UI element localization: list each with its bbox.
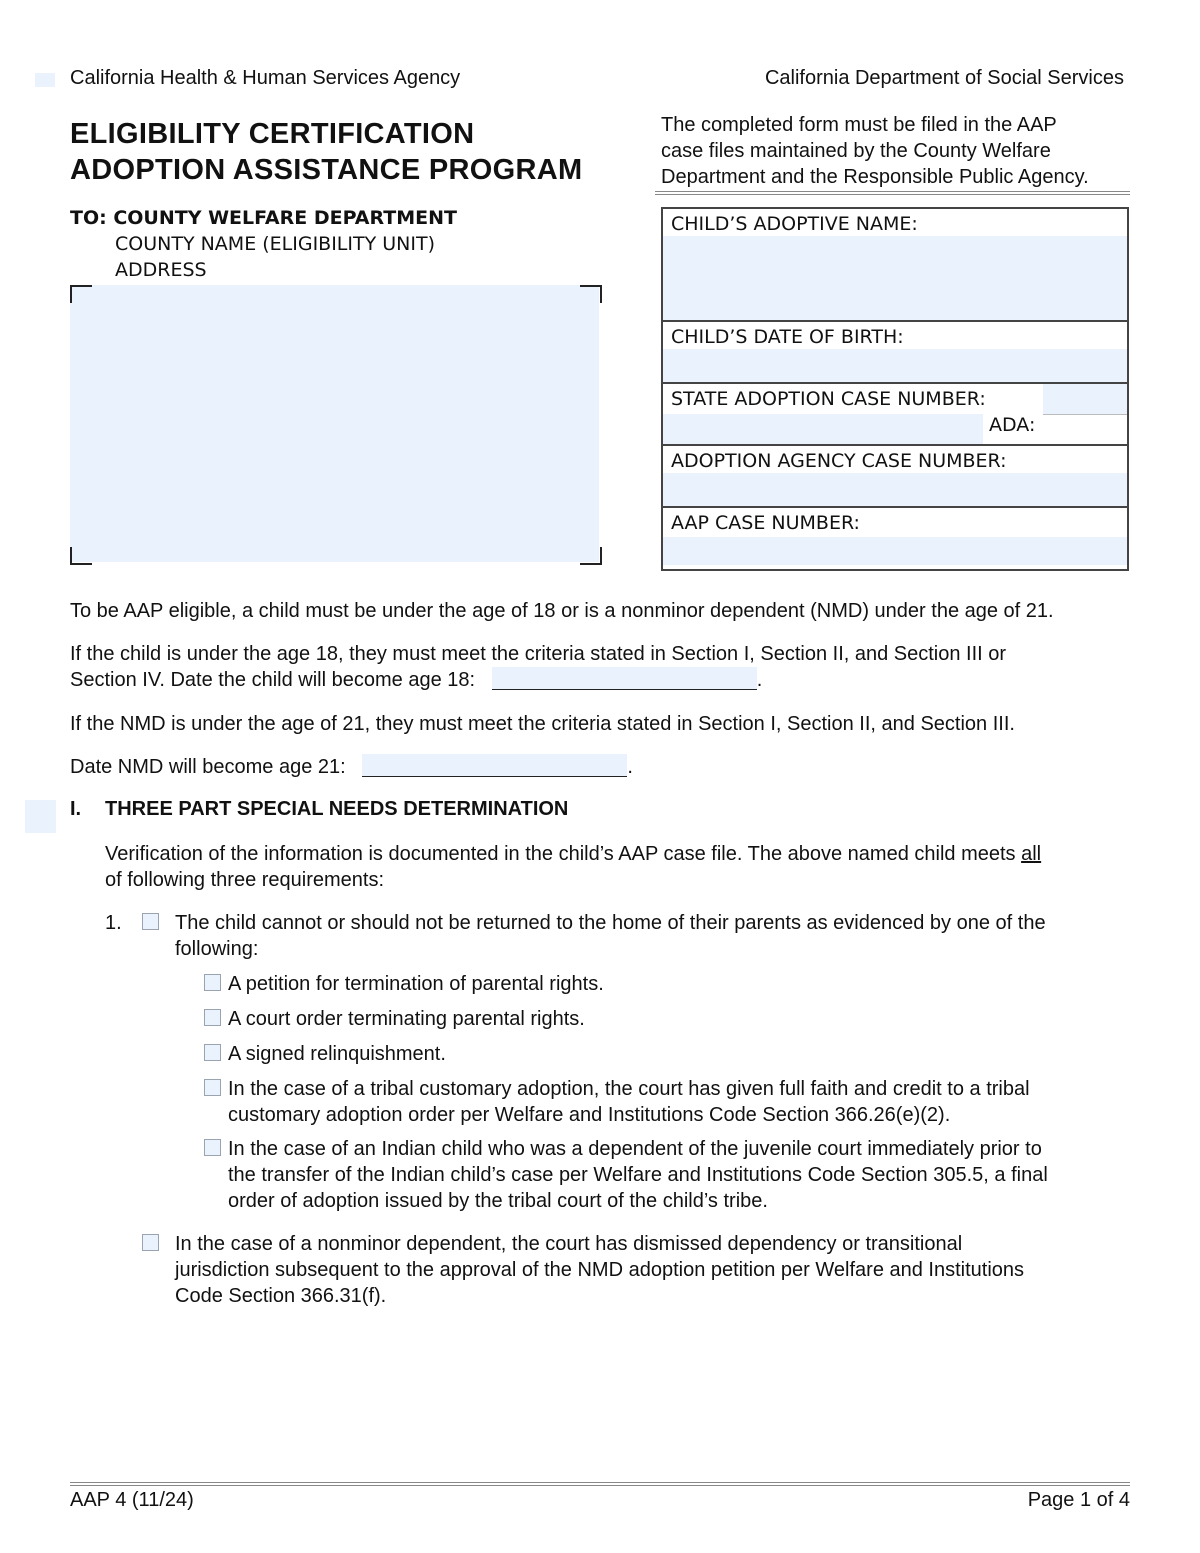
option-line: In the case of a tribal customary adoption, the court has given full faith and credit to a tribal [228,1078,1030,1100]
court-order-checkbox[interactable] [204,1009,221,1026]
note-divider [655,194,1130,195]
agency-case-input[interactable] [663,473,1127,506]
section-1-heading [70,798,569,821]
to-line: TO: COUNTY WELFARE DEPARTMENT [70,207,457,229]
filing-note-line: case files maintained by the County Welfare [661,140,1051,162]
form-id: AAP 4 (11/24) [70,1489,194,1511]
nmd-checkbox[interactable] [142,1234,159,1251]
relinquishment-option: A signed relinquishment. [228,1043,446,1065]
option-line: the transfer of the Indian child’s case per Welfare and Institutions Code Section 305.5, a final [228,1164,1048,1186]
tribal-adoption-option [228,1076,1030,1128]
requirement-line: The child cannot or should not be returned to the home of their parents as evidenced by one of the [175,912,1046,934]
county-name-label: COUNTY NAME (ELIGIBILITY UNIT) [115,233,435,255]
filing-note-line: The completed form must be filed in the AAP [661,114,1057,136]
aap-case-input[interactable] [663,537,1127,565]
date-21-input[interactable] [362,754,627,777]
requirement-number: 1. [105,912,122,934]
verification-line-text: Verification of the information is documented in the child’s AAP case file. The above named child meets [105,843,1022,865]
all-emphasis: all [1021,843,1042,865]
adoptive-name-label: CHILD’S ADOPTIVE NAME: [671,213,918,235]
note-divider [655,191,1130,192]
header-field[interactable] [35,73,55,87]
under-18-line: Section IV. Date the child will become age 18: . [70,669,763,691]
under-18-line: If the child is under the age 18, they must meet the criteria stated in Section I, Section II, and Section III or [70,643,1007,665]
section-number: I. [70,798,82,820]
option-line: In the case of an Indian child who was a dependent of the juvenile court immediately prior to [228,1138,1042,1160]
court-order-option: A court order terminating parental rights. [228,1008,585,1030]
nmd-option [175,1231,1024,1309]
requirement-1-text [175,910,1046,962]
option-line: customary adoption order per Welfare and Institutions Code Section 366.26(e)(2). [228,1104,951,1126]
option-line: Code Section 366.31(f). [175,1285,387,1307]
footer-divider [70,1482,1130,1483]
aap-case-cell [663,508,1127,565]
nmd-paragraph: If the NMD is under the age of 21, they must meet the criteria stated in Section I, Section II, and Section III. [70,713,1015,735]
petition-option: A petition for termination of parental rights. [228,973,604,995]
date-21-label: Date NMD will become age 21: [70,756,346,778]
adoptive-name-cell [663,209,1127,322]
state-case-label: STATE ADOPTION CASE NUMBER: [671,388,986,410]
address-input[interactable] [70,285,599,562]
corner-mark [580,285,602,303]
option-line: order of adoption issued by the tribal court of the child’s tribe. [228,1190,768,1212]
page-number: Page 1 of 4 [1027,1489,1130,1511]
filing-note-line: Department and the Responsible Public Agency. [661,166,1089,188]
section-title: THREE PART SPECIAL NEEDS DETERMINATION [105,798,569,820]
agency-name: California Health & Human Services Agency [70,67,461,89]
requirement-line: following: [175,938,259,960]
indian-child-option [228,1136,1048,1214]
requirement-1-checkbox[interactable] [142,913,159,930]
corner-mark [70,547,92,565]
agency-case-cell [663,446,1127,508]
title-line-2: ADOPTION ASSISTANCE PROGRAM [70,154,583,186]
verification-line [105,841,1125,867]
department-name: California Department of Social Services [764,67,1124,89]
footer-divider [70,1485,1130,1486]
to-block [70,205,457,283]
address-label: ADDRESS [115,259,207,281]
state-case-cell [663,384,1127,446]
child-info-box [661,207,1129,571]
tribal-adoption-checkbox[interactable] [204,1079,221,1096]
under-18-paragraph [70,641,1006,693]
agency-case-label: ADOPTION AGENCY CASE NUMBER: [671,450,1007,472]
date-18-input[interactable] [492,667,757,690]
verification-line: of following three requirements: [105,869,385,891]
dob-input[interactable] [663,349,1127,382]
dob-label: CHILD’S DATE OF BIRTH: [671,326,904,348]
corner-mark [580,547,602,565]
title-line-1: ELIGIBILITY CERTIFICATION [70,118,475,150]
eligibility-paragraph: To be AAP eligible, a child must be under the age of 18 or is a nonminor dependent (NMD) under the age of 21. [70,600,1054,622]
petition-checkbox[interactable] [204,974,221,991]
dob-cell [663,322,1127,384]
filing-note [661,112,1089,190]
option-line: In the case of a nonminor dependent, the court has dismissed dependency or transitional [175,1233,963,1255]
adoptive-name-input[interactable] [663,236,1127,320]
indian-child-checkbox[interactable] [204,1139,221,1156]
state-case-input[interactable] [663,414,983,444]
nmd-date-line: Date NMD will become age 21: . [70,756,633,778]
date-18-label: Section IV. Date the child will become age 18: [70,669,476,691]
ada-input[interactable] [1043,384,1127,415]
section-marker-field[interactable] [25,800,56,833]
aap-case-label: AAP CASE NUMBER: [671,512,860,534]
option-line: jurisdiction subsequent to the approval of the NMD adoption petition per Welfare and Institutions [175,1259,1025,1281]
ada-label: ADA: [989,414,1036,436]
verification-text [105,841,1125,893]
form-title [70,116,582,188]
relinquishment-checkbox[interactable] [204,1044,221,1061]
corner-mark [70,285,92,303]
